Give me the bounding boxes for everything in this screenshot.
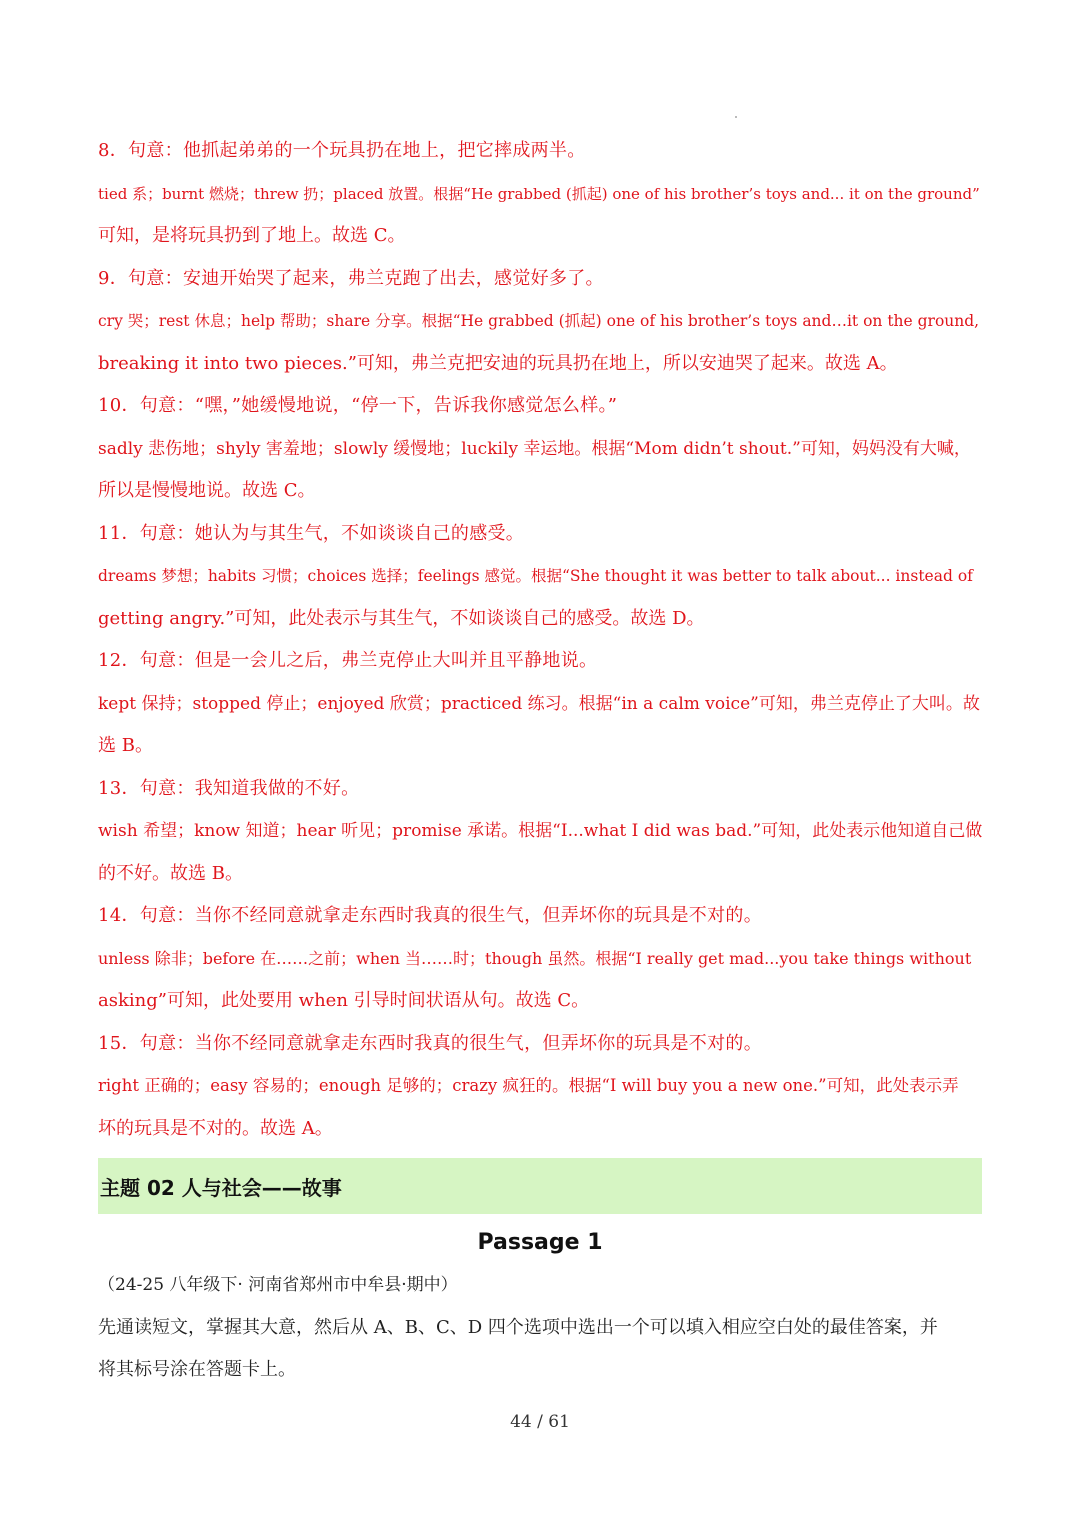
answer-item (98, 385, 982, 513)
topic-heading-text: 主题 02 人与社会——故事 (100, 1175, 342, 1200)
answer-translation: 15．句意：当你不经同意就拿走东西时我真的很生气，但弄坏你的玩具是不对的。 (98, 1032, 763, 1054)
answer-translation: 10．句意：“嘿，”她缓慢地说，“停一下，告诉我你感觉怎么样。” (98, 395, 618, 416)
page-content (98, 130, 982, 1392)
answer-item (98, 258, 982, 386)
answer-explanation-line: 所以是慢慢地说。故选 C。 (98, 480, 316, 501)
answer-translation: 9．句意：安迪开始哭了起来，弗兰克跑了出去，感觉好多了。 (98, 267, 604, 289)
answer-list (98, 130, 982, 1150)
scan-speck (735, 116, 737, 118)
answer-explanation-line: 选 B。 (98, 735, 153, 756)
answer-item (98, 640, 982, 768)
instructions-line-2: 将其标号涂在答题卡上。 (98, 1359, 296, 1380)
answer-explanation-line: kept 保持；stopped 停止；enjoyed 欣赏；practiced 练习。根据“in a calm voice”可知，弗兰克停止了大叫。故 (98, 693, 980, 714)
answer-explanation-line: breaking it into two pieces.”可知，弗兰克把安迪的玩具扔在地上，所以安迪哭了起来。故选 A。 (98, 352, 898, 374)
passage-title: Passage 1 (477, 1230, 603, 1255)
answer-explanation-line: 的不好。故选 B。 (98, 862, 243, 884)
answer-item (98, 895, 982, 1023)
page-number: 44 / 61 (510, 1412, 570, 1432)
answer-explanation-line: asking”可知，此处要用 when 引导时间状语从句。故选 C。 (98, 990, 590, 1011)
answer-translation: 11．句意：她认为与其生气，不如谈谈自己的感受。 (98, 522, 525, 544)
answer-item (98, 513, 982, 641)
answer-explanation-line: dreams 梦想；habits 习惯；choices 选择；feelings 感觉。根据“She thought it was better to talk about... instead of (98, 567, 973, 585)
answer-explanation-line: sadly 悲伤地；shyly 害羞地；slowly 缓慢地；luckily 幸运地。根据“Mom didn’t shout.”可知，妈妈没有大喊， (98, 438, 971, 459)
instructions-line-1: 先通读短文，掌握其大意，然后从 A、B、C、D 四个选项中选出一个可以填入相应空白处的最佳答案，并 (98, 1316, 938, 1338)
source-note: （24-25 八年级下· 河南省郑州市中牟县·期中） (98, 1275, 458, 1295)
topic-heading (98, 1158, 982, 1214)
answer-explanation-line: cry 哭；rest 休息；help 帮助；share 分享。根据“He grabbed (抓起) one of his brother’s toys and…it on the ground, (98, 312, 980, 330)
answer-explanation-line: tied 系；burnt 燃烧；threw 扔；placed 放置。根据“He grabbed (抓起) one of his brother’s toys and... it on the ground” (98, 184, 980, 203)
answer-translation: 8．句意：他抓起弟弟的一个玩具扔在地上，把它摔成两半。 (98, 140, 586, 161)
answer-translation: 12．句意：但是一会儿之后，弗兰克停止大叫并且平静地说。 (98, 650, 598, 671)
answer-explanation-line: right 正确的；easy 容易的；enough 足够的；crazy 疯狂的。根据“I will buy you a new one.”可知，此处表示弄 (98, 1076, 959, 1095)
answer-explanation-line: unless 除非；before 在……之前；when 当……时；though 虽然。根据“I really get mad...you take things without (98, 948, 972, 968)
answer-item (98, 1023, 982, 1151)
answer-explanation-line: 可知，是将玩具扔到了地上。故选 C。 (98, 225, 406, 246)
answer-translation: 13．句意：我知道我做的不好。 (98, 777, 360, 799)
answer-item (98, 768, 982, 896)
answer-item (98, 130, 982, 258)
answer-explanation-line: wish 希望；know 知道；hear 听见；promise 承诺。根据“I...what I did was bad.”可知，此处表示他知道自己做 (98, 821, 983, 841)
answer-translation: 14．句意：当你不经同意就拿走东西时我真的很生气，但弄坏你的玩具是不对的。 (98, 905, 763, 926)
answer-explanation-line: getting angry.”可知，此处表示与其生气，不如谈谈自己的感受。故选 D。 (98, 607, 705, 629)
answer-explanation-line: 坏的玩具是不对的。故选 A。 (98, 1117, 333, 1139)
